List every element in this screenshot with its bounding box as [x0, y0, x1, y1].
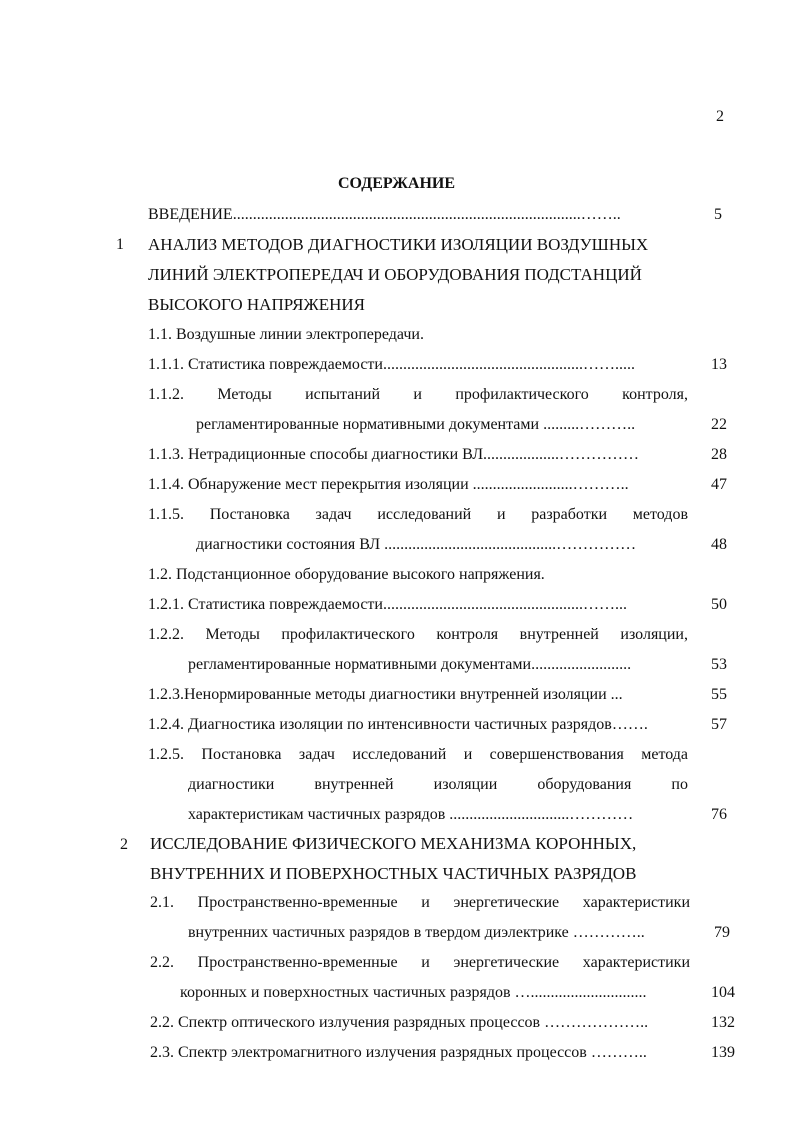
toc-section-1-1-4-page: 47	[711, 476, 727, 493]
toc-section-2-2-line1: 2.2. Пространственно-временные и энергетические характеристики	[150, 954, 690, 971]
toc-section-1-2-5-line3: характеристикам частичных разрядов ..............................…………	[188, 806, 634, 823]
chapter-2-number: 2	[120, 836, 128, 853]
toc-section-1-2-2-line2: регламентированные нормативными документами.........................	[188, 656, 632, 673]
chapter-2-title-line1: ИССЛЕДОВАНИЕ ФИЗИЧЕСКОГО МЕХАНИЗМА КОРОННЫХ,	[150, 834, 637, 853]
toc-section-1-1-4: 1.1.4. Обнаружение мест перекрытия изоляции .........................………..	[148, 476, 629, 493]
page-title: СОДЕРЖАНИЕ	[337, 175, 456, 192]
toc-section-2-2b-page: 132	[711, 1014, 735, 1031]
toc-section-1-2-5-page: 76	[711, 806, 727, 823]
toc-section-1-2: 1.2. Подстанционное оборудование высокого напряжения.	[148, 566, 545, 583]
chapter-1-title-line1: АНАЛИЗ МЕТОДОВ ДИАГНОСТИКИ ИЗОЛЯЦИИ ВОЗДУШНЫХ	[148, 235, 649, 254]
toc-section-2-1-page: 79	[714, 924, 730, 941]
toc-section-1-2-1: 1.2.1. Статистика повреждаемости..................................................……...	[148, 596, 627, 613]
toc-section-1-2-3-page: 55	[711, 686, 727, 703]
chapter-1-number: 1	[116, 236, 124, 253]
toc-section-1-1-2-line2: регламентированные нормативными документами .........………..	[196, 416, 636, 433]
toc-section-2-2b: 2.2. Спектр оптического излучения разрядных процессов ………………..	[150, 1014, 649, 1031]
toc-section-2-1-line2: внутренних частичных разрядов в твердом диэлектрике …………..	[188, 924, 645, 941]
toc-section-1-2-5-line2: диагностики внутренней изоляции оборудования по	[188, 776, 688, 793]
toc-section-1-2-3: 1.2.3.Ненормированные методы диагностики внутренней изоляции ...	[148, 686, 623, 703]
chapter-2-title-line2: ВНУТРЕННИХ И ПОВЕРХНОСТНЫХ ЧАСТИЧНЫХ РАЗРЯДОВ	[150, 864, 637, 883]
toc-section-2-2-page: 104	[711, 984, 735, 1001]
toc-section-1-1-3: 1.1.3. Нетрадиционные способы диагностики ВЛ...................……………	[148, 446, 640, 463]
toc-section-1-2-4-page: 57	[711, 716, 727, 733]
toc-section-1-1-5-line1: 1.1.5. Постановка задач исследований и разработки методов	[148, 506, 688, 523]
toc-intro-page: 5	[714, 206, 722, 223]
toc-section-1-1: 1.1. Воздушные линии электропередачи.	[148, 326, 424, 343]
toc-section-1-2-5-line1: 1.2.5. Постановка задач исследований и совершенствования метода	[148, 746, 688, 763]
toc-section-2-3: 2.3. Спектр электромагнитного излучения разрядных процессов ………..	[150, 1044, 647, 1061]
toc-section-1-1-2-line1: 1.1.2. Методы испытаний и профилактического контроля,	[148, 386, 688, 403]
toc-section-1-1-3-page: 28	[711, 446, 727, 463]
chapter-1-title-line2: ЛИНИЙ ЭЛЕКТРОПЕРЕДАЧ И ОБОРУДОВАНИЯ ПОДСТАНЦИЙ	[148, 265, 642, 284]
toc-intro: ВВЕДЕНИЕ.......................................................................................……..	[148, 206, 621, 223]
chapter-1-title-line3: ВЫСОКОГО НАПРЯЖЕНИЯ	[148, 295, 365, 314]
page-number: 2	[716, 108, 724, 125]
toc-section-1-2-2-page: 53	[711, 656, 727, 673]
toc-section-2-3-page: 139	[711, 1044, 735, 1061]
toc-section-1-1-2-page: 22	[711, 416, 727, 433]
toc-section-2-2-line2: коронных и поверхностных частичных разрядов ….............................	[180, 984, 647, 1001]
toc-section-1-1-5-page: 48	[711, 536, 727, 553]
toc-section-1-2-2-line1: 1.2.2. Методы профилактического контроля внутренней изоляции,	[148, 626, 688, 643]
toc-section-1-2-4: 1.2.4. Диагностика изоляции по интенсивности частичных разрядов…….	[148, 716, 648, 733]
toc-section-1-2-1-page: 50	[711, 596, 727, 613]
toc-section-1-1-5-line2: диагностики состояния ВЛ ...........................................……………	[196, 536, 637, 553]
toc-section-1-1-1-page: 13	[711, 356, 727, 373]
toc-section-1-1-1: 1.1.1. Статистика повреждаемости..................................................…….....	[148, 356, 635, 373]
toc-section-2-1-line1: 2.1. Пространственно-временные и энергетические характеристики	[150, 894, 690, 911]
